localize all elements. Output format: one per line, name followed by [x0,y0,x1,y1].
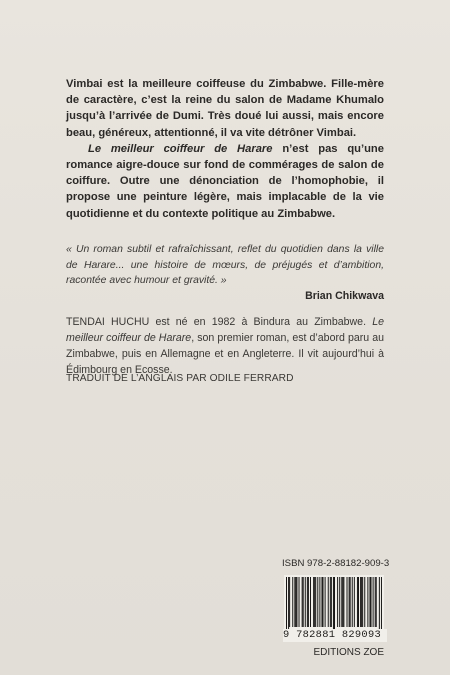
barcode-bar [339,577,340,627]
author-name: TENDAI HUCHU [66,316,150,328]
barcode-bar [299,577,300,627]
barcode-bar [323,577,324,627]
barcode-bar [352,577,353,627]
barcode-bar [361,577,362,627]
barcode-bar [296,577,297,627]
barcode-bar [317,577,318,627]
isbn: ISBN 978-2-88182-909-3 [282,558,390,569]
barcode-bar [331,577,332,627]
barcode-bar [375,577,376,627]
barcode-bar [362,577,363,627]
blurb-paragraph-1: Vimbai est la meilleure coiffeuse du Zimbabwe. Fille-mère de caractère, c’est la reine du salon de Madame Khumalo jusqu’à l’arrivée de Dumi. Très doué lui aussi, mais encore beau, généreux, attentionné, il va vite détrôner Vimbai. [66,78,384,139]
barcode-bar [286,577,287,631]
quote-author: Brian Chikwava [305,290,384,302]
barcode-bar [349,577,350,627]
author-bio-book-title: Le meilleur coiffeur de Harare [66,316,385,344]
barcode-bar [357,577,358,627]
author-bio-text-1: est né en 1982 à Bindura au Zimbabwe. [149,316,373,328]
publisher-name: EDITIONS ZOE [313,647,384,658]
translation-credit: TRADUIT DE L’ANGLAIS PAR ODILE FERRARD [66,373,294,384]
blurb-book-title: Le meilleur coiffeur de Harare [88,142,273,155]
barcode-bar [334,577,335,631]
barcode-bar [305,577,306,627]
barcode-bar [367,577,368,627]
review-quote: « Un roman subtil et rafraîchissant, reflet du quotidien dans la ville de Harare... une histoire de mœurs, de préjugés et d’ambition, racontée avec humour et gravité. » [66,244,384,287]
barcode-bar [350,577,351,627]
barcode-bar [343,577,344,627]
barcode-bar [313,577,314,627]
barcode-bar [381,577,382,631]
barcode-bar [310,577,311,627]
barcode-bar [303,577,304,627]
barcode-bar [360,577,361,627]
blurb-paragraph-2 [66,141,384,222]
barcode-bar [369,577,370,627]
barcode-bar [333,577,334,631]
barcode-bar [315,577,316,627]
barcode [284,575,384,637]
barcode-bar [341,577,342,627]
barcode-bars [284,575,384,631]
barcode-bar [289,577,290,627]
barcode-bar [347,577,348,627]
barcode-bar [314,577,315,627]
barcode-bar [288,577,289,631]
barcode-bar [342,577,343,627]
barcode-bar [364,577,365,627]
barcode-bar [373,577,374,627]
barcode-bar [379,577,380,631]
barcode-bar [354,577,355,627]
barcode-bar [325,577,326,627]
barcode-bar [292,577,293,627]
author-bio-text-2: , son premier roman, est d’abord paru au Zimbabwe, puis en Allemagne et en Angleterre. Il vit aujourd’hui à Édimbourg en Ecosse. [66,332,384,376]
blurb-paragraph-2-text: n’est pas qu’une romance aigre-douce sur fond de commérages de salon de coiffure. Outre une dénonciation de l’homophobie, il propose une peinture légère, mais implacable de la vie quotidienne et du contexte politique au Zimbabwe. [66,142,384,220]
barcode-bar [308,577,309,627]
barcode-bar [302,577,303,627]
barcode-bar [371,577,372,627]
barcode-digits: 9 782881 829093 [283,629,387,642]
author-bio [66,314,384,378]
barcode-bar [294,577,295,627]
barcode-bar [330,577,331,627]
barcode-bar [307,577,308,627]
barcode-bar [319,577,320,627]
barcode-bar [358,577,359,627]
barcode-bar [295,577,296,627]
barcode-bar [376,577,377,627]
book-blurb [66,76,384,222]
barcode-bar [337,577,338,627]
barcode-bar [328,577,329,627]
barcode-bar [321,577,322,627]
